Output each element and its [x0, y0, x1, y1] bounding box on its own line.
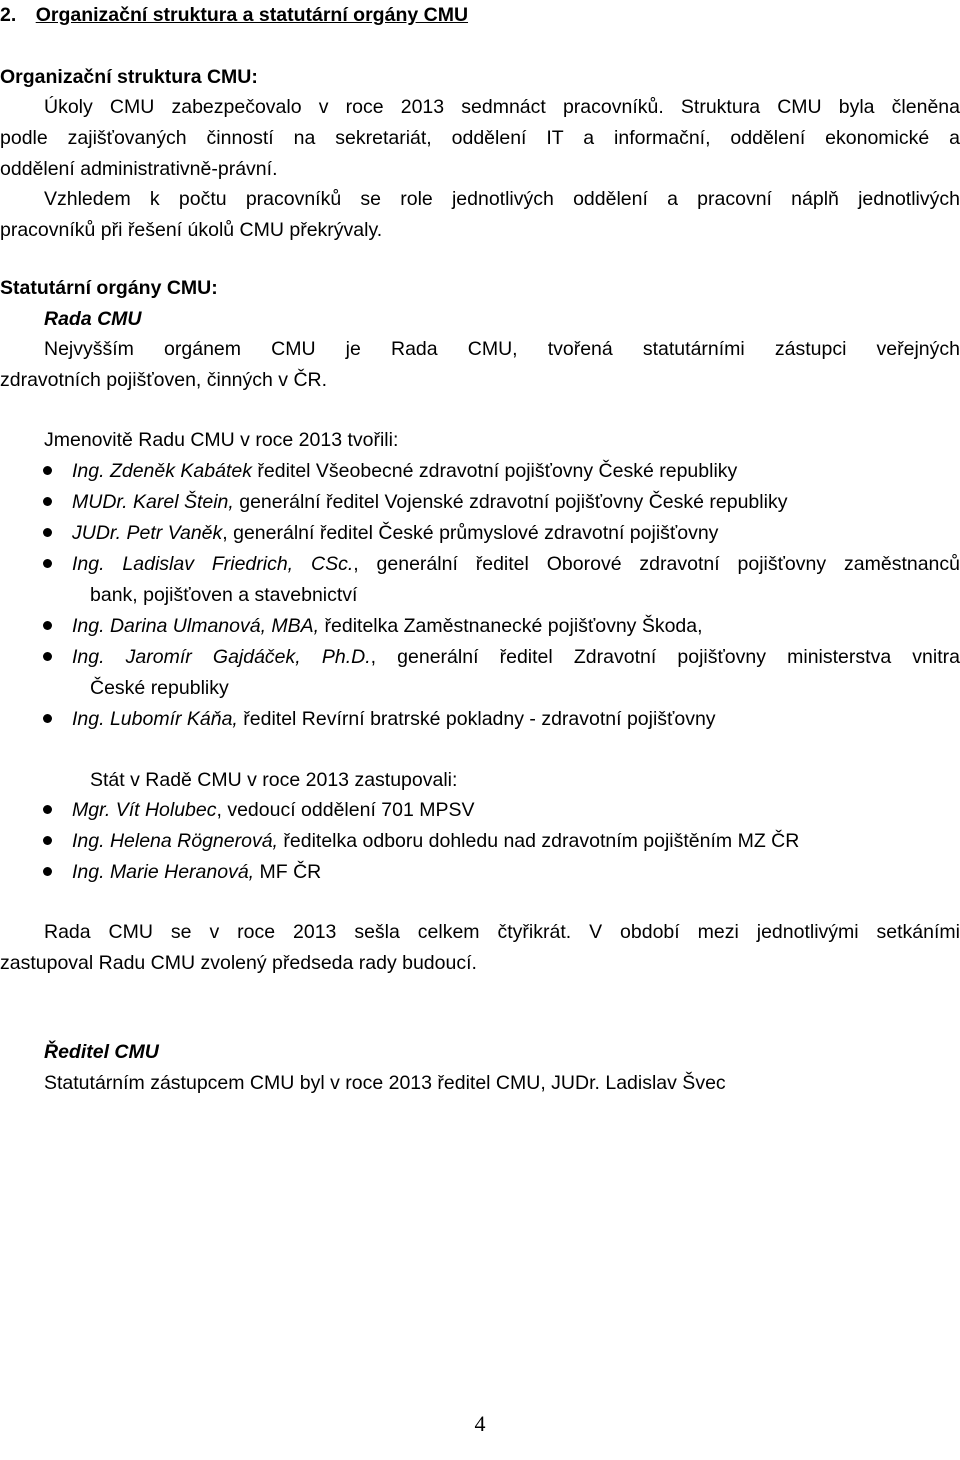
- rada-heading: Rada CMU: [44, 308, 142, 330]
- org-line-3: oddělení administrativně-právní.: [0, 158, 278, 180]
- page-number: 4: [474, 1411, 486, 1436]
- bullet-icon: [43, 621, 52, 630]
- bullet-icon: [43, 652, 52, 661]
- org-para2-line-2: pracovníků při řešení úkolů CMU překrývaly.: [0, 219, 383, 241]
- org-line-2: podle zajišťovaných činností na sekretariát, oddělení IT a informační, oddělení ekonomické a: [0, 127, 960, 149]
- list-item: Ing. Lubomír Káňa, ředitel Revírní bratrské pokladny - zdravotní pojišťovny: [72, 708, 716, 730]
- bullet-icon: [43, 528, 52, 537]
- org-para2-line-1: Vzhledem k počtu pracovníků se role jednotlivých oddělení a pracovní náplň jednotlivých: [44, 188, 960, 210]
- bullet-icon: [43, 559, 52, 568]
- bullet-icon: [43, 836, 52, 845]
- section-title: Organizační struktura a statutární orgány CMU: [35, 4, 469, 26]
- list-item-continuation: bank, pojišťoven a stavebnictví: [90, 584, 358, 606]
- list-item: Ing. Darina Ulmanová, MBA, ředitelka Zaměstnanecké pojišťovny Škoda,: [72, 615, 703, 637]
- statutory-subtitle: Statutární orgány CMU:: [0, 277, 218, 299]
- list-item: Ing. Zdeněk Kabátek ředitel Všeobecné zdravotní pojišťovny České republiky: [72, 460, 738, 482]
- bullet-icon: [43, 497, 52, 506]
- rada-line-2: zdravotních pojišťoven, činných v ČR.: [0, 369, 328, 391]
- bullet-icon: [43, 714, 52, 723]
- list-item: JUDr. Petr Vaněk, generální ředitel České průmyslové zdravotní pojišťovny: [72, 522, 719, 544]
- director-text: Statutárním zástupcem CMU byl v roce 2013 ředitel CMU, JUDr. Ladislav Švec: [44, 1072, 726, 1094]
- section-number: 2.: [0, 4, 17, 26]
- members-intro: Jmenovitě Radu CMU v roce 2013 tvořili:: [44, 429, 399, 451]
- meetings-line-1: Rada CMU se v roce 2013 sešla celkem čtyřikrát. V období mezi jednotlivými setkáními: [44, 921, 960, 943]
- list-item: Ing. Marie Heranová, MF ČR: [72, 861, 322, 883]
- meetings-line-2: zastupoval Radu CMU zvolený předseda rady budoucí.: [0, 952, 477, 974]
- list-item: Ing. Helena Rögnerová, ředitelka odboru dohledu nad zdravotním pojištěním MZ ČR: [72, 830, 800, 852]
- director-heading: Ředitel CMU: [44, 1041, 159, 1063]
- list-item: Ing. Ladislav Friedrich, CSc., generální ředitel Oborové zdravotní pojišťovny zaměstnanců: [72, 553, 960, 575]
- state-intro: Stát v Radě CMU v roce 2013 zastupovali:: [90, 769, 458, 791]
- rada-line-1: Nejvyšším orgánem CMU je Rada CMU, tvořená statutárními zástupci veřejných: [44, 338, 960, 360]
- bullet-icon: [43, 805, 52, 814]
- bullet-icon: [43, 867, 52, 876]
- org-subtitle: Organizační struktura CMU:: [0, 66, 258, 88]
- section-heading: [0, 2, 468, 28]
- list-item-continuation: České republiky: [90, 677, 229, 699]
- list-item: MUDr. Karel Štein, generální ředitel Vojenské zdravotní pojišťovny České republiky: [72, 491, 788, 513]
- list-item: Mgr. Vít Holubec, vedoucí oddělení 701 MPSV: [72, 799, 475, 821]
- org-line-1: Úkoly CMU zabezpečovalo v roce 2013 sedmnáct pracovníků. Struktura CMU byla členěna: [44, 96, 960, 118]
- list-item: Ing. Jaromír Gajdáček, Ph.D., generální ředitel Zdravotní pojišťovny ministerstva vnitra: [72, 646, 960, 668]
- bullet-icon: [43, 466, 52, 475]
